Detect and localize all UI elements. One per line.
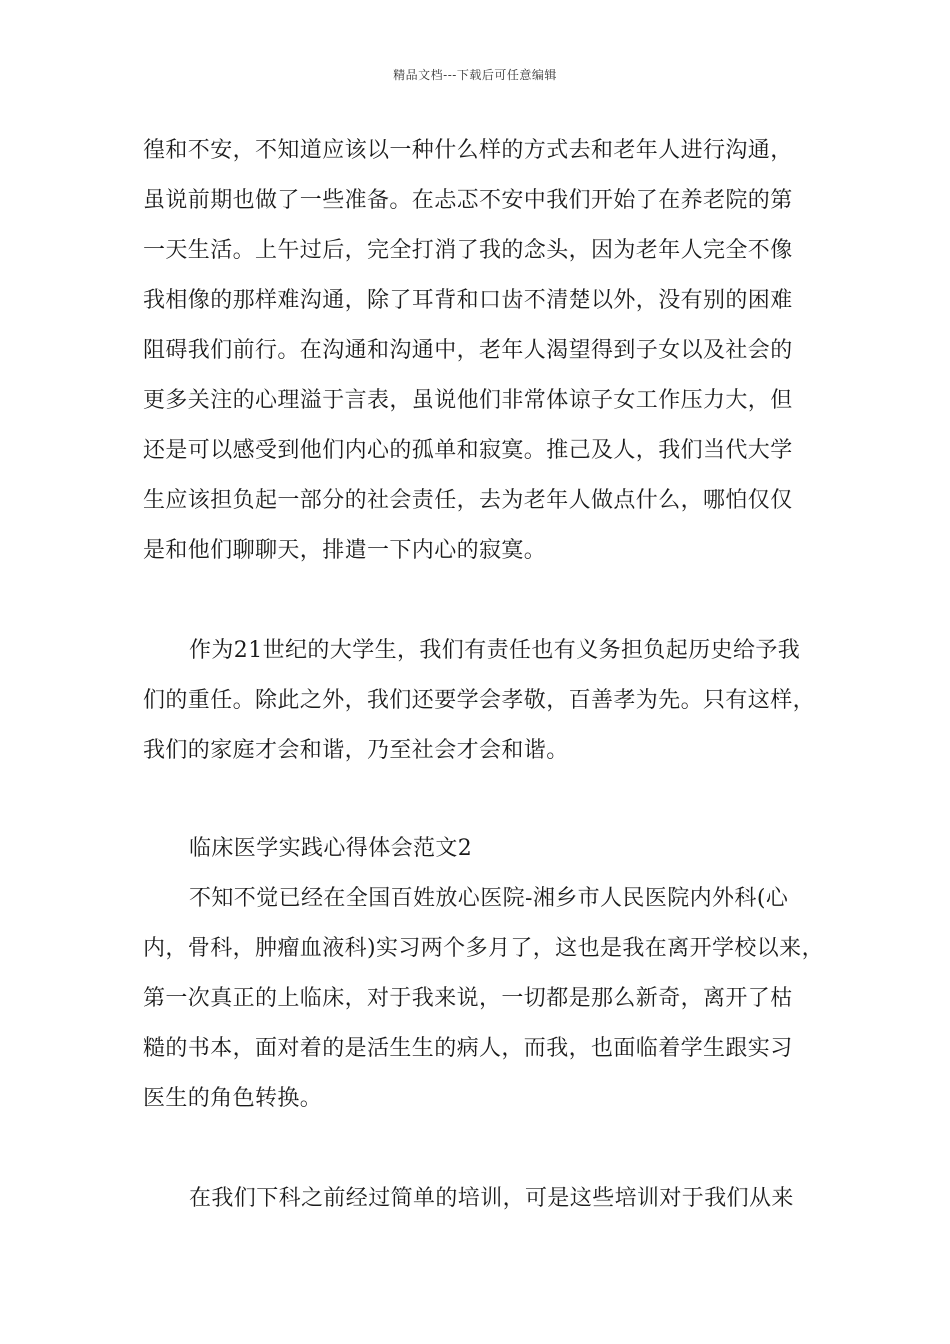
paragraph-line: 糙的书本，面对着的是活生生的病人，而我，也面临着学生跟实习 (143, 1036, 793, 1061)
paragraph-line: 第一次真正的上临床，对于我来说，一切都是那么新奇，离开了枯 (143, 986, 793, 1011)
paragraph-line: 虽说前期也做了一些准备。在忐忑不安中我们开始了在养老院的第 (143, 188, 793, 213)
paragraph-line: 不知不觉已经在全国百姓放心医院-湘乡市人民医院内外科(心 (189, 886, 789, 911)
paragraph-line: 徨和不安，不知道应该以一种什么样的方式去和老年人进行沟通， (143, 138, 793, 163)
paragraph-line: 医生的角色转换。 (143, 1086, 323, 1111)
paragraph-line: 内，骨科，肿瘤血液科)实习两个多月了，这也是我在离开学校以来， (143, 936, 824, 961)
paragraph-line: 作为21世纪的大学生，我们有责任也有义务担负起历史给予我 (189, 638, 801, 663)
paragraph-line: 阻碍我们前行。在沟通和沟通中，老年人渴望得到子女以及社会的 (143, 338, 793, 363)
paragraph-line: 们的重任。除此之外，我们还要学会孝敬，百善孝为先。只有这样， (143, 688, 816, 713)
paragraph-line: 还是可以感受到他们内心的孤单和寂寞。推己及人，我们当代大学 (143, 438, 793, 463)
paragraph-line: 生应该担负起一部分的社会责任，去为老年人做点什么，哪怕仅仅 (143, 488, 793, 513)
paragraph-line: 我们的家庭才会和谐，乃至社会才会和谐。 (143, 738, 569, 763)
paragraph-line: 我相像的那样难沟通，除了耳背和口齿不清楚以外，没有别的困难 (143, 288, 793, 313)
paragraph-line: 一天生活。上午过后，完全打消了我的念头，因为老年人完全不像 (143, 238, 793, 263)
page-header: 精品文档---下载后可任意编辑 (393, 68, 557, 82)
paragraph-line: 是和他们聊聊天，排遣一下内心的寂寞。 (143, 538, 547, 563)
section-heading: 临床医学实践心得体会范文2 (189, 836, 473, 861)
paragraph-line: 在我们下科之前经过简单的培训，可是这些培训对于我们从来 (189, 1186, 794, 1211)
paragraph-line: 更多关注的心理溢于言表，虽说他们非常体谅子女工作压力大，但 (143, 388, 793, 413)
